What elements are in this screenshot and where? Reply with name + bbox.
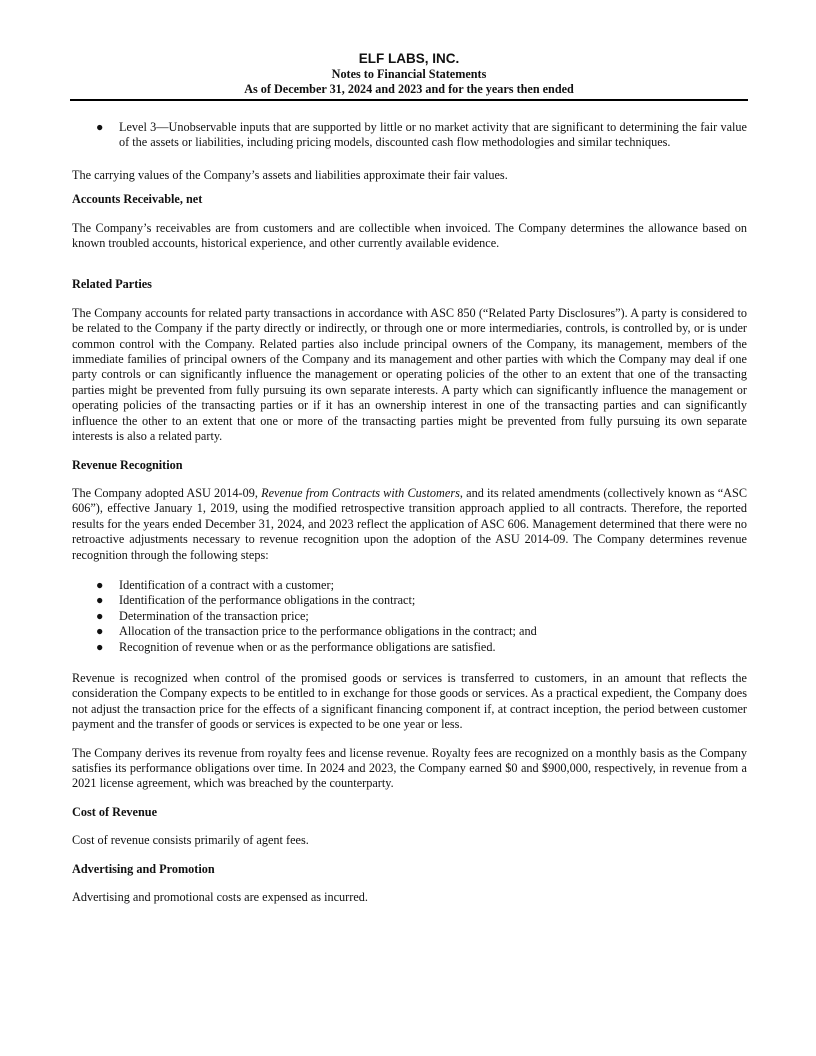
page-header: [70, 50, 748, 97]
bullet-icon: ●: [96, 577, 104, 592]
list-item: [72, 624, 747, 639]
related-paragraph: The Company accounts for related party transactions in accordance with ASC 850 (“Related Party Disclosures”). A party is considered to be related to the Company if the party directly or indirectly, or through one or more intermediaries, controls, is controlled by, or is under common control with the Company. Related parties also include principal owners of the Company, its management, members of the immediate families of principal owners of the Company and its management and other parties with which the Company may deal if one party controls or can significantly influence the management or operating policies of the other to an extent that one of the transacting parties might be prevented from fully pursuing its own separate interests. A party which can significantly influence the management or operating policies of the transacting parties or if it has an ownership interest in one of the transacting parties and can significantly influence the other to an extent that one or more of the transacting parties might be prevented from fully pursuing its own separate interests is also a related party.: [72, 305, 747, 444]
bullet-icon: ●: [96, 593, 104, 608]
bullet-icon: ●: [96, 624, 104, 639]
document-title: Notes to Financial Statements: [331, 67, 487, 81]
page-body: [72, 120, 747, 905]
advertising-paragraph: Advertising and promotional costs are expensed as incurred.: [72, 890, 368, 905]
list-item: [72, 640, 747, 655]
cost-heading: Cost of Revenue: [72, 804, 158, 819]
list-item-text: Recognition of revenue when or as the performance obligations are satisfied.: [119, 639, 496, 654]
revenue-heading: Revenue Recognition: [72, 457, 183, 472]
company-name: ELF LABS, INC.: [358, 51, 460, 66]
cost-paragraph: Cost of revenue consists primarily of agent fees.: [72, 833, 309, 848]
revenue-royalty-paragraph: The Company derives its revenue from royalty fees and license revenue. Royalty fees are recognized on a monthly basis as the Company satisfies its performance obligations over time. In 2024 and 2023, the Company earned $0 and $900,000, respectively, in revenue from a 2021 license agreement, which was breached by the counterparty.: [72, 745, 747, 791]
receivable-heading: Accounts Receivable, net: [72, 192, 203, 207]
list-item: [72, 593, 747, 608]
header-rule: [70, 99, 748, 101]
related-heading: Related Parties: [72, 277, 152, 292]
list-item: [72, 578, 747, 593]
list-item: [72, 120, 747, 151]
list-item-text: Identification of the performance obligations in the contract;: [119, 593, 416, 608]
carrying-values-paragraph: The carrying values of the Company’s assets and liabilities approximate their fair values.: [72, 167, 508, 182]
revenue-intro-italic: Revenue from Contracts with Customers: [261, 485, 460, 500]
reporting-period: As of December 31, 2024 and 2023 and for the years then ended: [244, 82, 574, 96]
receivable-paragraph: The Company’s receivables are from customers and are collectible when invoiced. The Company determines the allowance based on known troubled accounts, historical experience, and other currently available evidence.: [72, 220, 747, 251]
list-item-text: Determination of the transaction price;: [119, 608, 309, 623]
revenue-steps-list: [72, 578, 747, 655]
revenue-intro-a: The Company adopted ASU 2014-09,: [72, 485, 262, 500]
list-item: [72, 609, 747, 624]
bullet-icon: ●: [96, 639, 104, 654]
revenue-control-paragraph: Revenue is recognized when control of the promised goods or services is transferred to customers, in an amount that reflects the consideration the Company expects to be entitled to in exchange for those goods or services. As a practical expedient, the Company does not adjust the transaction price for the effects of a significant financing component if, at contract inception, the period between customer payment and the transfer of goods or services is expected to be one year or less.: [72, 670, 747, 732]
bullet-icon: ●: [96, 608, 104, 623]
list-item-text: Allocation of the transaction price to the performance obligations in the contract; and: [119, 624, 537, 639]
bullet-icon: ●: [96, 120, 104, 134]
list-item-text: Identification of a contract with a customer;: [119, 577, 334, 592]
level3-list: [72, 120, 747, 151]
revenue-intro-b: , and its related amendments (collectively known as “ASC 606”), effective January 1, 2019, using the modified retrospective transition approach applied to all contracts. Therefore, the reported results for the years ended December 31, 2024, and 2023 reflect the application of ASC 606. Management determined that there were no retroactive adjustments necessary to revenue recognition upon the adoption of the ASU 2014-09. The Company determines revenue recognition through the following steps:: [72, 485, 747, 562]
list-item-text: Level 3—Unobservable inputs that are supported by little or no market activity that are significant to determining the fair value of the assets or liabilities, including pricing models, discounted cash flow methodologies and similar techniques.: [119, 120, 747, 150]
revenue-intro-paragraph: [72, 486, 747, 563]
advertising-heading: Advertising and Promotion: [72, 861, 215, 876]
